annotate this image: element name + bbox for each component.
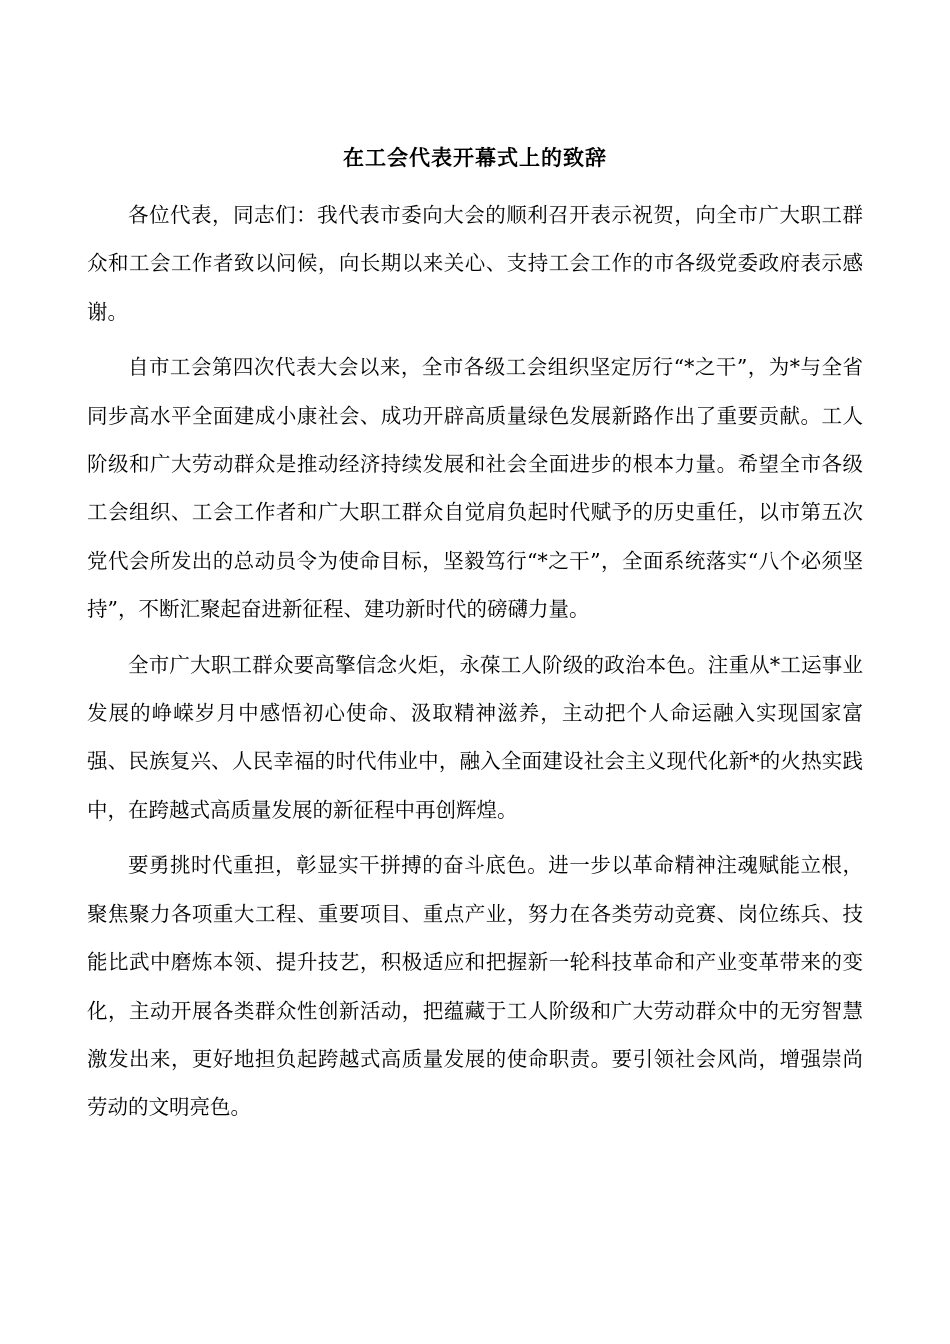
paragraph-2: 自市工会第四次代表大会以来，全市各级工会组织坚定厉行“*之干”，为*与全省同步高水平全面建成小康社会、成功开辟高质量绿色发展新路作出了重要贡献。工人阶级和广大劳动群众是推动经济持续发展和社会全面进步的根本力量。希望全市各级工会组织、工会工作者和广大职工群众自觉肩负起时代赋予的历史重任，以市第五次党代会所发出的总动员令为使命目标，坚毅笃行“*之干”，全面系统落实“八个必须坚持”，不断汇聚起奋进新征程、建功新时代的磅礴力量。 <box>87 355 863 622</box>
document-body <box>87 191 863 1132</box>
document-title: 在工会代表开幕式上的致辞 <box>343 145 607 170</box>
paragraph-1: 各位代表，同志们：我代表市委向大会的顺利召开表示祝贺，向全市广大职工群众和工会工作者致以问候，向长期以来关心、支持工会工作的市各级党委政府表示感谢。 <box>87 203 863 324</box>
paragraph-3: 全市广大职工群众要高擎信念火炬，永葆工人阶级的政治本色。注重从*工运事业发展的峥嵘岁月中感悟初心使命、汲取精神滋养，主动把个人命运融入实现国家富强、民族复兴、人民幸福的时代伟业中，融入全面建设社会主义现代化新*的火热实践中，在跨越式高质量发展的新征程中再创辉煌。 <box>87 652 863 822</box>
paragraph-4: 要勇挑时代重担，彰显实干拼搏的奋斗底色。进一步以革命精神注魂赋能立根，聚焦聚力各项重大工程、重要项目、重点产业，努力在各类劳动竞赛、岗位练兵、技能比武中磨炼本领、提升技艺，积极适应和把握新一轮科技革命和产业变革带来的变化，主动开展各类群众性创新活动，把蕴藏于工人阶级和广大劳动群众中的无穷智慧激发出来，更好地担负起跨越式高质量发展的使命职责。要引领社会风尚，增强崇尚劳动的文明亮色。 <box>87 853 863 1120</box>
